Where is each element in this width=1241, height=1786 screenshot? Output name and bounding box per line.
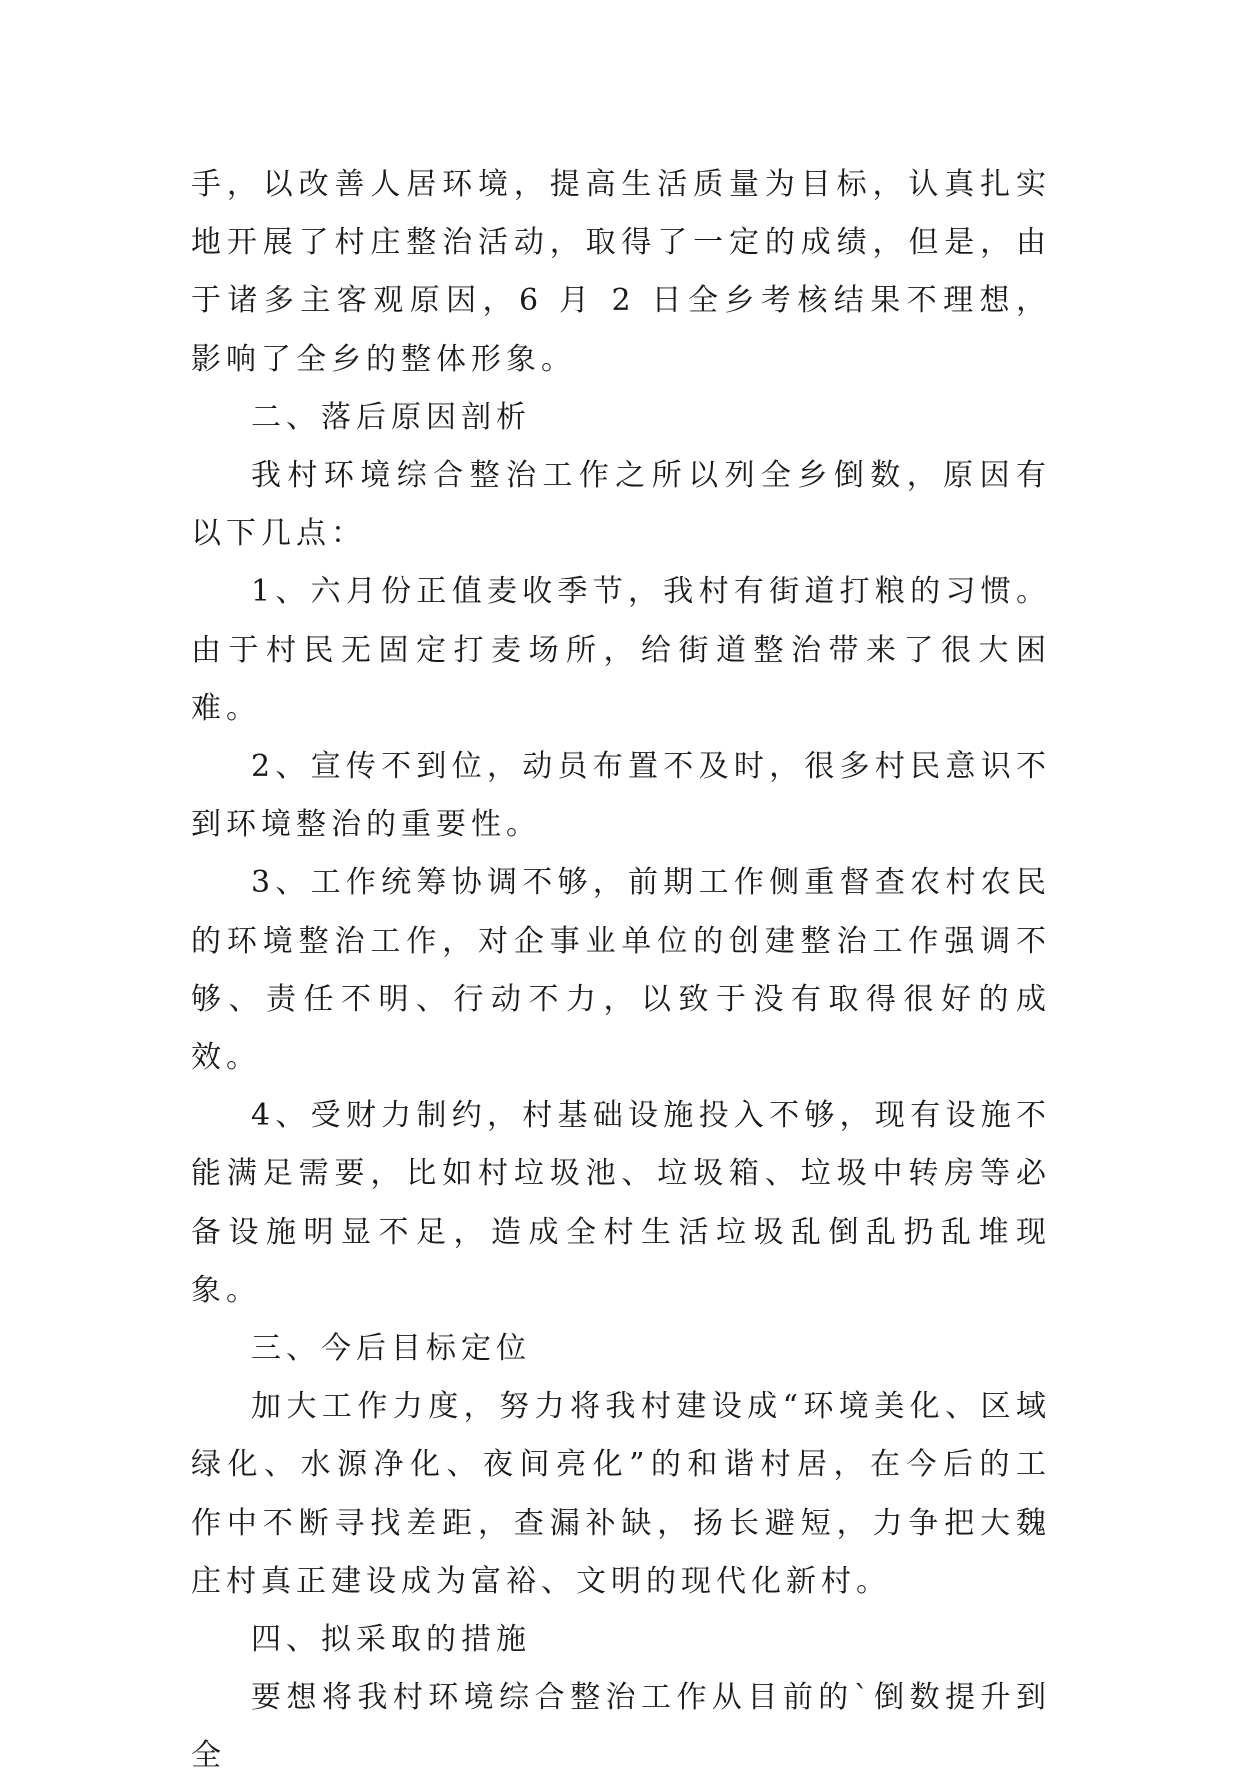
paragraph-measures-start: 要想将我村环境综合整治工作从目前的`倒数提升到全: [191, 1680, 1051, 1774]
paragraph-continuation: 手，以改善人居环境，提高生活质量为目标，认真扎实地开展了村庄整治活动，取得了一定的成绩，但是，由于诸多主客观原因，6 月 2 日全乡考核结果不理想，影响了全乡的整体形象。: [191, 167, 1051, 377]
paragraph-cause-4: 4、受财力制约，村基础设施投入不够，现有设施不能满足需要，比如村垃圾池、垃圾箱、垃圾中转房等必备设施明显不足，造成全村生活垃圾乱倒乱扔乱堆现象。: [191, 1098, 1051, 1308]
paragraph-cause-1: 1、六月份正值麦收季节，我村有街道打粮的习惯。由于村民无固定打麦场所，给街道整治带来了很大困难。: [191, 574, 1051, 726]
paragraph-cause-3: 3、工作统筹协调不够，前期工作侧重督查农村农民的环境整治工作，对企事业单位的创建整治工作强调不够、责任不明、行动不力，以致于没有取得很好的成效。: [191, 865, 1051, 1076]
paragraph-causes-intro: 我村环境综合整治工作之所以列全乡倒数，原因有以下几点：: [191, 458, 1051, 552]
section-heading-two: 二、落后原因剖析: [251, 399, 531, 435]
section-heading-four: 四、拟采取的措施: [251, 1622, 531, 1658]
paragraph-goals: 加大工作力度，努力将我村建设成“环境美化、区域绿化、水源净化、夜间亮化”的和谐村居，在今后的工作中不断寻找差距，查漏补缺，扬长避短，力争把大魏庄村真正建设成为富裕、文明的现代化新村。: [191, 1389, 1051, 1599]
paragraph-cause-2: 2、宣传不到位，动员布置不及时，很多村民意识不到环境整治的重要性。: [191, 749, 1051, 843]
document-body: [191, 156, 1051, 1786]
section-heading-three: 三、今后目标定位: [251, 1331, 531, 1367]
